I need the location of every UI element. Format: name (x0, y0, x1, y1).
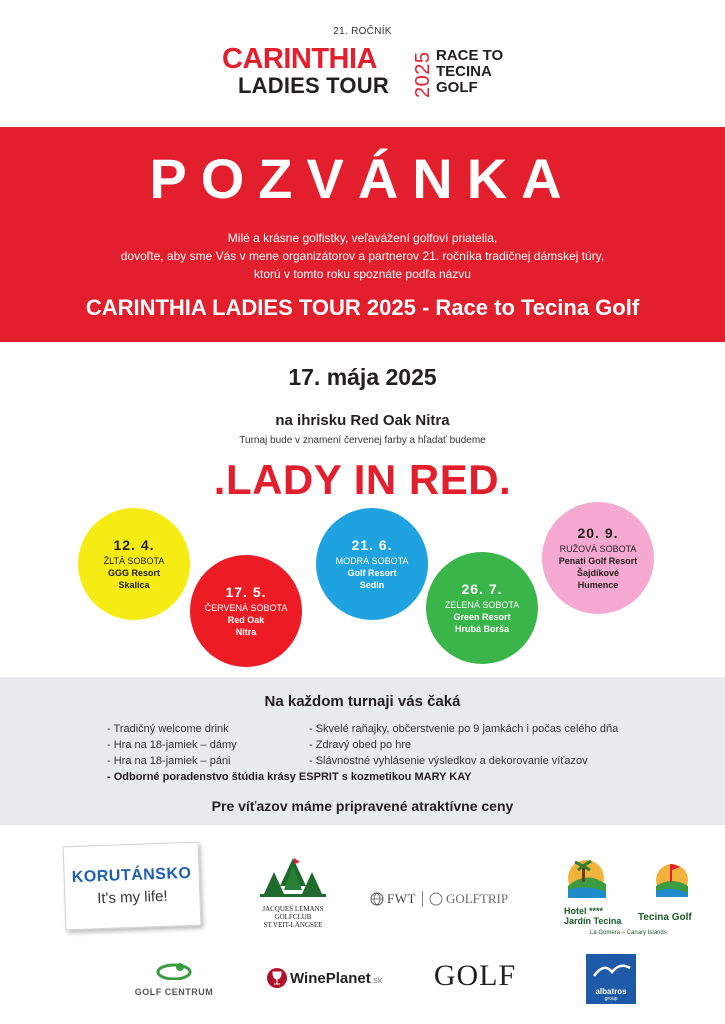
info-title: Na každom turnaji vás čaká (264, 693, 461, 710)
tournament-date: 20. 9. (577, 525, 619, 541)
list-item: - Hra na 18-jamiek – dámy (107, 739, 237, 751)
list-item: - Hra na 18-jamiek – páni (107, 755, 231, 767)
invitation-text (0, 229, 725, 283)
list-item: - Slávnostné vyhlásenie výsledkov a dekorovanie víťazov (309, 755, 588, 767)
divider (422, 891, 423, 907)
wine-glass-icon (266, 967, 288, 989)
tournament-venue: Green Resort (453, 612, 511, 622)
globe-icon (370, 892, 384, 906)
resort-landscape-icon (560, 856, 710, 906)
tournament-date: 12. 4. (113, 537, 155, 553)
fwt-golftrip-logo (370, 889, 530, 909)
info-left-list (107, 721, 237, 769)
albatros-bird-icon (586, 954, 636, 984)
jardin-tecina-logo (560, 856, 710, 940)
jardin-line2: Jardín Tecina (564, 916, 622, 926)
albatros-text: albatros (595, 987, 627, 996)
tournament-venue: Skalica (118, 580, 150, 590)
jacques-line1: JACQUES LEMANS (262, 905, 324, 913)
race-line2: TECINA (436, 63, 492, 80)
list-item: - Skvelé raňajky, občerstvenie po 9 jamkách i počas celého dňa (309, 723, 619, 735)
tournament-circle-pink (542, 502, 654, 614)
invitation-text-line1: Milé a krásne golfistky, veľavážení golfoví priatelia, (227, 231, 498, 245)
tournament-venue: Sedin (359, 580, 385, 590)
tournament-date: 26. 7. (461, 581, 503, 597)
theme-title: .LADY IN RED. (213, 456, 512, 503)
jardin-line1: Hotel **** (564, 906, 604, 916)
golf-centrum-logo (124, 960, 224, 1000)
tournament-venue: Red Oak (227, 615, 265, 625)
wineplanet-text: WinePlanet (290, 969, 371, 987)
list-item: - Tradičný welcome drink (107, 723, 229, 735)
race-line1: RACE TO (436, 47, 504, 64)
tournament-venue: GGG Resort (107, 568, 160, 578)
tecina-golf-name: Tecina Golf (638, 912, 692, 923)
info-extra-item: - Odborné poradenstvo štúdia krásy ESPRIT s kozmetikou MARY KAY (107, 771, 472, 783)
tournament-circle-red (190, 555, 302, 667)
tournament-day: ZELENÁ SOBOTA (444, 600, 520, 610)
theme-note: Turnaj bude v znamení červenej farby a hľadať budeme (239, 435, 486, 446)
prizes-note: Pre víťazov máme pripravené atraktívne ceny (211, 798, 514, 814)
tournament-day: RUŽOVÁ SOBOTA (559, 544, 637, 554)
tour-name-line2: LADIES TOUR (238, 73, 389, 98)
edition-label: 21. ROČNÍK (333, 26, 392, 37)
race-line3: GOLF (436, 79, 478, 96)
jacques-lemans-logo (250, 856, 336, 929)
albatros-logo (586, 954, 636, 1004)
tournament-venue: Hrubá Borša (454, 624, 509, 634)
pine-trees-icon (250, 856, 336, 900)
tournament-day: ŽLTÁ SOBOTA (103, 556, 165, 566)
invitation-banner (0, 127, 725, 342)
tournament-circle-yellow (78, 508, 190, 620)
golf-centrum-icon (154, 960, 194, 980)
golftrip-text: GOLFTRIP (445, 891, 509, 906)
info-box (0, 677, 725, 825)
event-venue: na ihrisku Red Oak Nitra (275, 412, 450, 429)
albatros-group-text: group (604, 996, 618, 1002)
jardin-name (564, 906, 621, 926)
wineplanet-tld: .sk (370, 974, 383, 985)
korutansko-slogan: It's my life! (96, 887, 168, 908)
list-item: - Zdravý obed po hre (309, 739, 412, 751)
tournament-date: 17. 5. (225, 584, 267, 600)
tournament-venue: Golf Resort (347, 568, 397, 578)
tour-name-line1: CARINTHIA (222, 43, 377, 75)
jacques-line3: ST.VEIT-LÄNGSEE (263, 921, 323, 929)
tournament-venue: Šajdíkové (576, 568, 620, 578)
invitation-text-line3: ktorú v tomto roku spoznáte podľa názvu (254, 267, 471, 281)
event-name: CARINTHIA LADIES TOUR 2025 - Race to Tecina Golf (85, 295, 640, 320)
tour-logo (222, 44, 512, 102)
golf-centrum-text: GOLF CENTRUM (134, 987, 214, 997)
tournament-venue: Nitra (235, 627, 257, 637)
korutansko-name: KORUTÁNSKO (71, 864, 192, 887)
tournament-circle-green (426, 552, 538, 664)
tournament-date: 21. 6. (351, 537, 393, 553)
la-gomera-caption: La Gomera – Canary Islands (590, 930, 667, 936)
race-to-tecina (436, 48, 503, 96)
fwt-text: FWT (387, 891, 416, 906)
tournament-venue: Humence (577, 580, 619, 590)
tour-year: 2025 (412, 51, 434, 98)
golf-ball-icon (429, 892, 443, 906)
tournament-day: MODRÁ SOBOTA (335, 556, 409, 566)
info-right-list (309, 721, 618, 769)
korutansko-logo (63, 842, 202, 931)
golf-magazine-logo: GOLF (433, 959, 517, 992)
tournament-circle-blue (316, 508, 428, 620)
event-date: 17. mája 2025 (288, 364, 437, 390)
invitation-title: POZVÁNKA (149, 147, 576, 210)
tournament-venue: Penati Golf Resort (558, 556, 638, 566)
jacques-line2: GOLFCLUB (274, 913, 312, 921)
invitation-text-line2: dovoľte, aby sme Vás v mene organizátorov a partnerov 21. ročníka tradičnej dámskej túry, (120, 249, 605, 263)
tournament-day: ČERVENÁ SOBOTA (204, 603, 288, 613)
wineplanet-logo (266, 966, 396, 990)
